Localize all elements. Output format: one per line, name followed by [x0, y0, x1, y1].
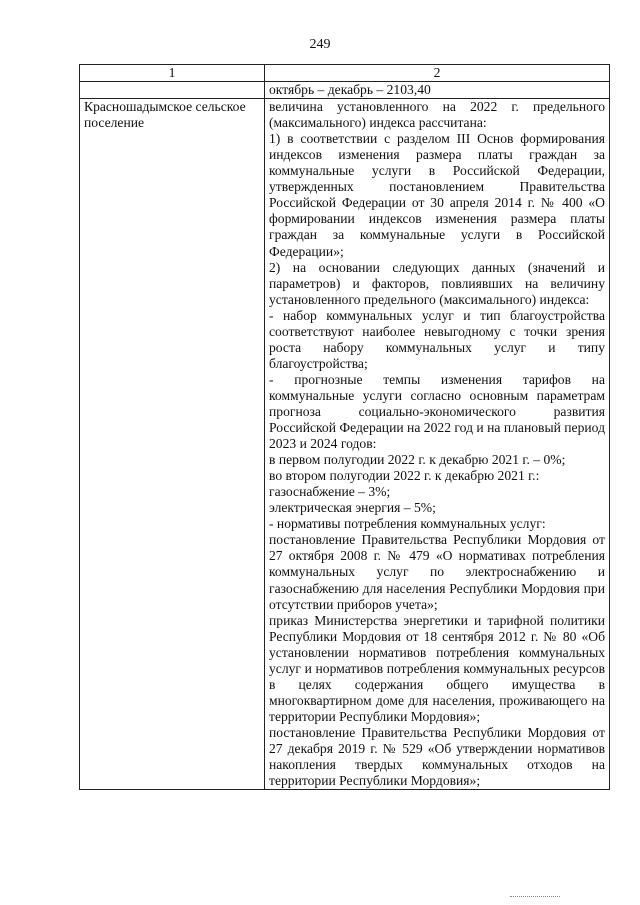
- table-header-row: [80, 65, 610, 82]
- paragraph: 2) на основании следующих данных (значений и параметров) и факторов, повлиявших на величину установленного предельного (максимального) индекса:: [269, 259, 605, 307]
- continuation-row: [80, 82, 610, 99]
- paragraph: - нормативы потребления коммунальных услуг:: [269, 516, 546, 532]
- continuation-text: октябрь – декабрь – 2103,40: [265, 82, 610, 99]
- page-number: 249: [309, 37, 331, 52]
- paragraph: во втором полугодии 2022 г. к декабрю 2021 г.:: [269, 468, 540, 484]
- paragraph: 1) в соответствии с разделом III Основ формирования индексов изменения размера платы граждан за коммунальные услуги в Российской Федерации, утвержденных постановлением Правительства Российской Федерации от 30 апреля 2014 г. № 400 «О формировании индексов изменения размера платы граждан за коммунальные услуги в Российской Федерации»;: [269, 131, 605, 259]
- paragraph: электрическая энергия – 5%;: [269, 500, 436, 516]
- table-row: [80, 99, 610, 790]
- paragraph: газоснабжение – 3%;: [269, 484, 391, 500]
- scan-mark: [510, 893, 560, 897]
- paragraph: - набор коммунальных услуг и тип благоустройства соответствуют наиболее невыгодному с точки зрения роста набору коммунальных услуг и типу благоустройства;: [269, 307, 605, 371]
- paragraph: постановление Правительства Республики Мордовия от 27 декабря 2019 г. № 529 «Об утверждении нормативов накопления твердых коммунальных отходов на территории Республики Мордовия»;: [269, 724, 605, 789]
- paragraph: в первом полугодии 2022 г. к декабрю 2021 г. – 0%;: [269, 452, 566, 468]
- paragraph: - прогнозные темпы изменения тарифов на коммунальные услуги согласно основным параметрам прогноза социально-экономического развития Российской Федерации на 2022 год и на плановый период 2023 и 2024 годов:: [269, 371, 605, 452]
- continuation-empty-cell: [80, 82, 265, 99]
- paragraph: приказ Министерства энергетики и тарифной политики Республики Мордовия от 18 сентября 2012 г. № 80 «Об установлении нормативов потребления коммунальных услуг и нормативов потребления коммунальных ресурсов в целях содержания общего имущества в многоквартирном доме для населения, проживающего на территории Республики Мордовия»;: [269, 612, 605, 724]
- document-table: [79, 64, 610, 790]
- column-header-1: 1: [80, 65, 265, 82]
- column-header-2: 2: [265, 65, 610, 82]
- paragraph: величина установленного на 2022 г. предельного (максимального) индекса рассчитана:: [269, 99, 605, 131]
- municipality-name: Красношадымское сельское поселение: [80, 99, 265, 790]
- paragraph: постановление Правительства Республики Мордовия от 27 октября 2008 г. № 479 «О нормативах потребления коммунальных услуг по электроснабжению и газоснабжению для населения Республики Мордовия при отсутствии приборов учета»;: [269, 532, 605, 612]
- index-description: [265, 99, 610, 790]
